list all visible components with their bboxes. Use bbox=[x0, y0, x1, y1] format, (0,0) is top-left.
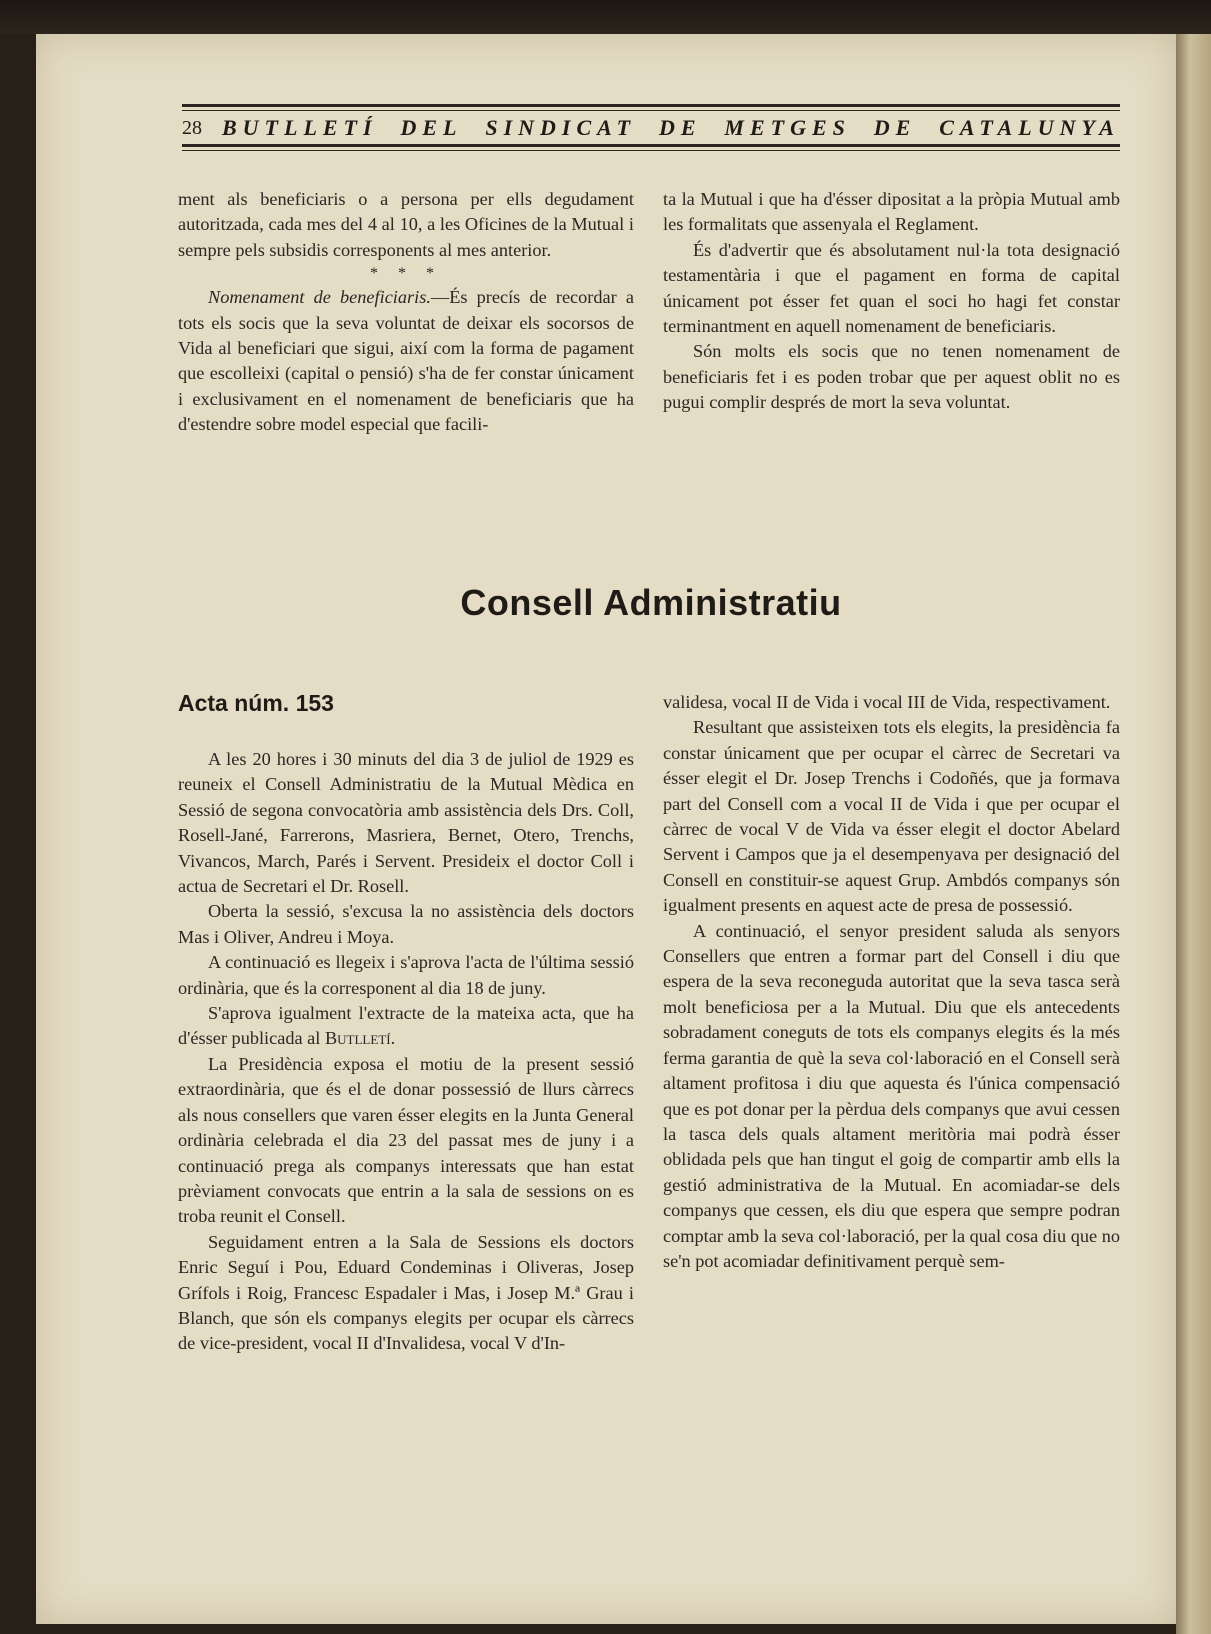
paragraph: ment als beneficiaris o a persona per ells degudament autoritzada, cada mes del 4 al 10, a les Oficines de la Mutual i sempre pels subsidis corresponents al mes anterior. bbox=[178, 189, 634, 260]
paragraph-heading: Nomenament de beneficiaris. bbox=[208, 287, 431, 308]
paragraph-body: —És precís de recordar a tots els socis que la seva voluntat de deixar els socorsos de Vida al beneficiari que sigui, així com la forma de pagament que escolleixi (capital o pensió) s'ha de fer constar únicament i exclusivament en el nomenament de beneficiaris que ha d'estendre sobre model especial que facili- bbox=[178, 287, 635, 435]
header-rule-bottom bbox=[182, 144, 1120, 147]
paragraph: validesa, vocal II de Vida i vocal III de Vida, respectivament. bbox=[663, 692, 1111, 712]
paragraph: Resultant que assisteixen tots els elegits, la presidència fa constar únicament que per ocupar el càrrec de Secretari va ésser elegit el Dr. Josep Trenchs i Codoñés, que ja formava part del Consell com a vocal II de Vida i que per ocupar el càrrec de vocal V de Vida va ésser elegit el doctor Abelard Servent i Campos que ja el desempenyava per designació del Consell en constituir-se aquest Grup. Ambdós companys són igualment presents en aquest acte de presa de possessió. bbox=[663, 717, 1120, 916]
paragraph: A continuació es llegeix i s'aprova l'acta de l'última sessió ordinària, que és la corresponent al dia 18 de juny. bbox=[178, 952, 634, 998]
bottom-left-column bbox=[178, 747, 634, 1357]
journal-title-word: METGES bbox=[724, 115, 851, 140]
journal-title bbox=[222, 115, 1120, 141]
paragraph: A les 20 hores i 30 minuts del dia 3 de juliol de 1929 es reuneix el Consell Administratiu de la Mutual Mèdica en Sessió de segona convocatòria amb assistència dels Drs. Coll, Rosell-Jané, Farrerons, Masriera, Bernet, Otero, Trenchs, Vivancos, March, Parés i Servent. Presideix el doctor Coll i actua de Secretari el Dr. Rosell. bbox=[178, 749, 634, 897]
paragraph bbox=[178, 285, 634, 437]
paragraph bbox=[178, 1001, 634, 1052]
section-title: Acta núm. 153 bbox=[178, 690, 334, 716]
header-rule-top bbox=[182, 104, 1120, 107]
header-text bbox=[182, 113, 1120, 143]
journal-title-word: BUTLLETÍ bbox=[222, 115, 378, 140]
top-right-column bbox=[663, 187, 1120, 416]
header-rule-bottom-thin bbox=[182, 150, 1120, 151]
paragraph: ta la Mutual i que ha d'ésser dipositat a la pròpia Mutual amb les formalitats que assenyala el Reglament. bbox=[663, 189, 1120, 235]
header-rule-top-thin bbox=[182, 110, 1120, 111]
journal-name: Butlletí. bbox=[324, 1028, 396, 1049]
journal-title-word: SINDICAT bbox=[485, 115, 637, 140]
paragraph: És d'advertir que és absolutament nul·la tota designació testamentària i que el pagament en forma de capital únicament pot ésser fet quan el soci ho hagi fet constar terminantment en aquell nomenament de beneficiaris. bbox=[663, 239, 1120, 337]
paragraph: La Presidència exposa el motiu de la present sessió extraordinària, que és el de donar possessió de llurs càrrecs als nous consellers que varen ésser elegits en la Junta General ordinària celebrada el dia 23 del passat mes de juny i a continuació prega als companys interessats que han estat prèviament convocats que entrin a la sala de sessions on es troba reunit el Consell. bbox=[178, 1053, 634, 1227]
journal-title-word: DE bbox=[658, 115, 702, 140]
journal-title-word: DE bbox=[873, 115, 917, 140]
paragraph: A continuació, el senyor president saluda als senyors Consellers que entren a formar part del Consell i diu que espera de la seva reconeguda autoritat que la seva tasca serà molt beneficiosa per a la Mutual. Diu que els antecedents sobradament coneguts de tots els companys elegits és la més ferma garantia de què la seva col·laboració en el Consell serà altament profitosa i diu que aquesta és l'única compensació que es pot donar per la pèrdua dels companys que avui cessen la tasca dels quals altament meritòria mai podrà ésser oblidada pels que han tingut el goig de compartir amb ells la gestió administrativa de la Mutual. En acomiadar-se dels companys que cessen, els diu que espera que sempre podran comptar amb la seva col·laboració, per la qual cosa diu que no se'n pot acomiadar definitivament perquè sem- bbox=[663, 920, 1120, 1271]
paragraph-body: S'aprova igualment l'extracte de la mateixa acta, que ha d'ésser publicada al bbox=[178, 1003, 634, 1049]
section-separator: * * * bbox=[370, 265, 442, 283]
bottom-right-column bbox=[663, 690, 1120, 1274]
paragraph: Són molts els socis que no tenen nomenament de beneficiaris fet i es poden trobar que per aquest oblit no es pugui complir després de mort la seva voluntat. bbox=[663, 341, 1120, 413]
main-title: Consell Administratiu bbox=[460, 582, 842, 623]
running-header bbox=[182, 104, 1120, 154]
journal-title-word: DEL bbox=[400, 115, 463, 140]
paragraph: Seguidament entren a la Sala de Sessions els doctors Enric Seguí i Pou, Eduard Condeminas i Oliveras, Josep Grífols i Roig, Francesc Espadaler i Mas, i Josep M.ª Grau i Blanch, que són els companys elegits per ocupar els càrrecs de vice-president, vocal II d'Invalidesa, vocal V d'In- bbox=[178, 1231, 634, 1354]
top-left-column bbox=[178, 187, 634, 438]
page-number: 28 bbox=[182, 116, 202, 139]
paragraph: Oberta la sessió, s'excusa la no assistència dels doctors Mas i Oliver, Andreu i Moya. bbox=[178, 901, 634, 947]
book-page-edge bbox=[1176, 34, 1211, 1634]
journal-title-word: CATALUNYA bbox=[939, 115, 1120, 140]
scan-background-top bbox=[0, 0, 1211, 34]
